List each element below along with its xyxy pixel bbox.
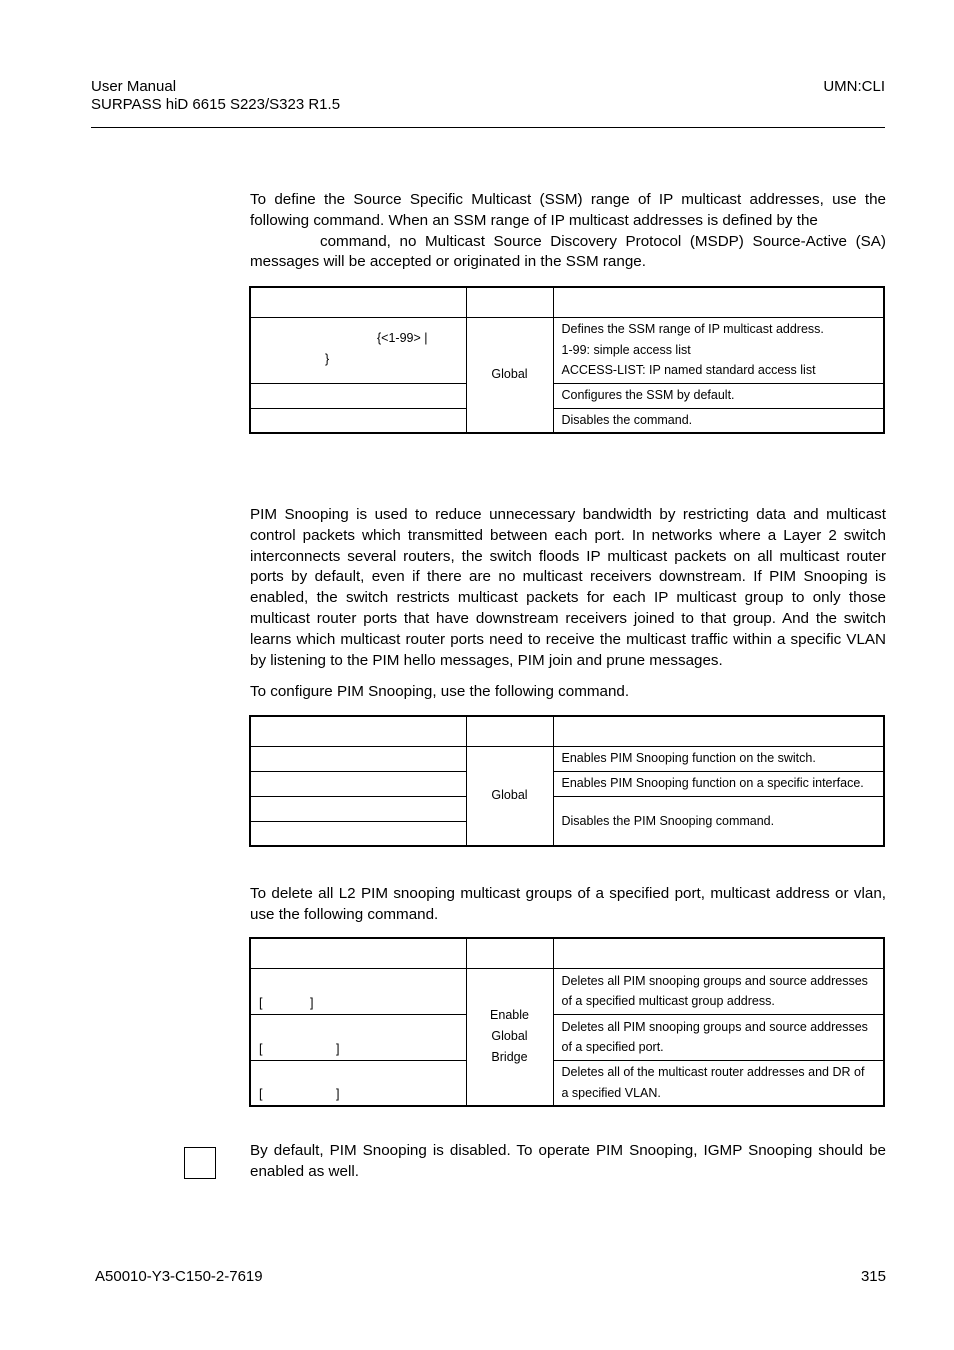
table-row [250, 1014, 884, 1060]
description-line: of a specified port. [561, 1040, 664, 1054]
command-fragment: ] [309, 995, 314, 1010]
mode-cell: Global [466, 317, 553, 433]
command-header-cell [250, 287, 466, 317]
mode-line: Bridge [491, 1050, 528, 1065]
mode-line: Enable [490, 1008, 529, 1023]
description-header-cell [553, 938, 884, 968]
command-fragment: [ [259, 995, 263, 1010]
ssm-para-line-3: command, no Multicast Source Discovery Protocol (MSDP) Source-Active (SA) [320, 232, 886, 250]
description-cell [553, 1060, 884, 1106]
description-line: Defines the SSM range of IP multicast address. [561, 322, 824, 337]
command-fragment: ] [335, 1041, 340, 1056]
description-line: Deletes all PIM snooping groups and source addresses [561, 973, 868, 988]
table-row [250, 317, 884, 383]
mode-line: Global [491, 1029, 528, 1044]
table-row [250, 796, 884, 821]
description-line: 1-99: simple access list [561, 342, 691, 357]
description-header-cell [553, 287, 884, 317]
command-cell [250, 771, 466, 796]
description-cell: Disables the PIM Snooping command. [553, 796, 884, 846]
command-cell [250, 1014, 466, 1060]
description-cell [553, 1014, 884, 1060]
product-label: SURPASS hiD 6615 S223/S323 R1.5 [91, 96, 341, 113]
document-id: A50010-Y3-C150-2-7619 [95, 1268, 263, 1285]
mode-header-cell [466, 938, 553, 968]
command-fragment: [ [259, 1041, 263, 1056]
page-number: 315 [860, 1268, 886, 1285]
table-row [250, 771, 884, 796]
pim-config-intro: To configure PIM Snooping, use the following command. [250, 683, 630, 700]
mode-cell [466, 968, 553, 1106]
description-cell: Enables PIM Snooping function on a specific interface. [553, 771, 884, 796]
command-cell [250, 1060, 466, 1106]
table-header-row [250, 287, 884, 317]
header-divider [91, 127, 885, 128]
description-line: of a specified multicast group address. [561, 994, 775, 1008]
description-cell [553, 968, 884, 1014]
table-header-row [250, 938, 884, 968]
command-fragment: ] [335, 1087, 340, 1101]
mode-cell: Global [466, 746, 553, 846]
ssm-command-table [249, 286, 885, 434]
description-cell: Configures the SSM by default. [553, 383, 884, 408]
ssm-intro-paragraph [250, 190, 886, 273]
table-row [250, 383, 884, 408]
description-line: ACCESS-LIST: IP named standard access list [561, 363, 816, 378]
description-cell [553, 317, 884, 383]
table-row [250, 1060, 884, 1106]
ssm-para-line-1: To define the Source Specific Multicast (SSM) range of IP multicast addresses, use the [250, 191, 886, 208]
delete-command-table [249, 937, 885, 1107]
command-cell [250, 317, 466, 383]
table-header-row [250, 716, 884, 746]
pim-command-table [249, 715, 885, 847]
running-header-left [91, 78, 340, 114]
section-code: UMN:CLI [823, 78, 885, 95]
command-header-cell [250, 938, 466, 968]
command-cell [250, 383, 466, 408]
description-cell: Enables PIM Snooping function on the switch. [553, 746, 884, 771]
table-row [250, 746, 884, 771]
command-fragment: [ [259, 1087, 263, 1101]
description-header-cell [553, 716, 884, 746]
command-header-cell [250, 716, 466, 746]
mode-header-cell [466, 716, 553, 746]
table-row [250, 408, 884, 433]
command-cell [250, 796, 466, 821]
description-line: Deletes all PIM snooping groups and source addresses [561, 1019, 868, 1034]
mode-header-cell [466, 287, 553, 317]
command-fragment: {<1-99> | [377, 331, 428, 345]
table-row [250, 968, 884, 1014]
description-cell: Disables the command. [553, 408, 884, 433]
command-cell [250, 408, 466, 433]
ssm-para-line-2: following command. When an SSM range of IP multicast addresses is defined by the [250, 211, 818, 229]
command-fragment: } [325, 352, 330, 366]
command-cell [250, 821, 466, 846]
pim-snooping-paragraph: PIM Snooping is used to reduce unnecessary bandwidth by restricting data and multicast control packets which transmitted between each port. In networks where a Layer 2 switch interconnects several routers, the switch floods IP multicast packets on all multicast router ports by default, even if there are no multicast receivers downstream. If PIM Snooping is enabled, the switch restricts multicast packets for each IP multicast group to only those multicast router ports that have downstream receivers joined to that group. And the switch learns which multicast router ports need to receive the multicast traffic within a specific VLAN by listening to the PIM hello messages, PIM join and prune messages. [250, 506, 886, 669]
command-cell [250, 746, 466, 771]
command-cell [250, 968, 466, 1014]
description-line: Deletes all of the multicast router addresses and DR of [561, 1065, 865, 1080]
ssm-para-line-4: messages will be accepted or originated in the SSM range. [250, 253, 646, 271]
note-icon [184, 1147, 216, 1179]
note-text: By default, PIM Snooping is disabled. To operate PIM Snooping, IGMP Snooping should be enabled as well. [250, 1142, 886, 1180]
manual-label: User Manual [91, 78, 177, 95]
delete-intro-paragraph: To delete all L2 PIM snooping multicast groups of a specified port, multicast address or vlan, use the following command. [250, 885, 886, 923]
description-line: a specified VLAN. [561, 1085, 661, 1100]
